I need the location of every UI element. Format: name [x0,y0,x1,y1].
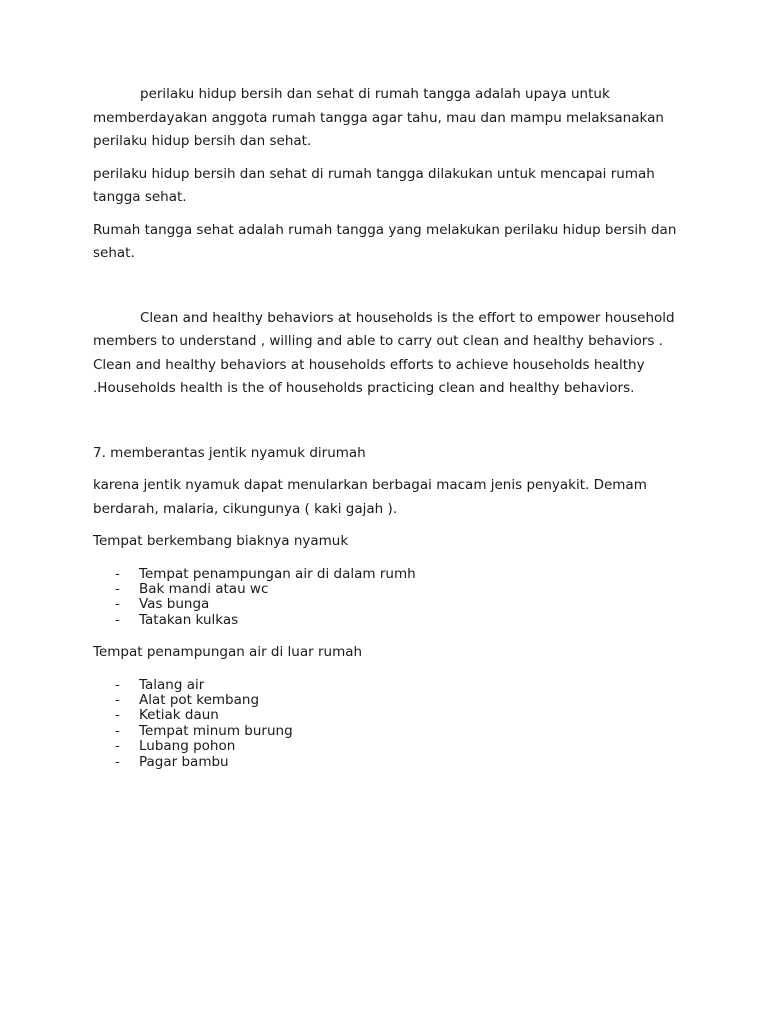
list-title-outdoor-water: Tempat penampungan air di luar rumah [93,644,363,661]
bullet-dash: - [115,565,120,582]
list-item [93,613,683,628]
list-item-text: Vas bunga [139,596,210,613]
list-item-text: Pagar bambu [139,753,229,770]
bullet-dash: - [115,580,120,597]
list-item-text: Alat pot kembang [139,692,260,709]
list-item [93,708,683,723]
list-item [93,755,683,770]
list-title-breeding-places: Tempat berkembang biaknya nyamuk [93,533,349,549]
bullet-dash: - [115,753,120,770]
bullet-dash: - [115,676,120,693]
paragraph-purpose-id: perilaku hidup bersih dan sehat di rumah tangga dilakukan untuk mencapai rumah tangga sehat. [93,165,655,205]
list-item [93,567,683,582]
list-item-text: Bak mandi atau wc [139,580,269,597]
bullet-dash: - [115,596,120,613]
paragraph-translation-en: Clean and healthy behaviors at households is the effort to empower household members to understand , willing and able to carry out clean and healthy behaviors . Clean and healthy behaviors at households efforts to achieve households healthy .Households health is the of households practicing clean and healthy behaviors. [93,309,675,396]
list-item-text: Lubang pohon [139,738,236,755]
section-heading-7: 7. memberantas jentik nyamuk dirumah [93,444,366,461]
bullet-dash: - [115,707,120,724]
list-item [93,724,683,739]
list-item-text: Talang air [139,676,205,693]
list-item [93,678,683,693]
bullet-dash: - [115,738,120,755]
paragraph-mosquito-diseases: karena jentik nyamuk dapat menularkan berbagai macam jenis penyakit. Demam berdarah, malaria, cikungunya ( kaki gajah ). [93,477,647,517]
bullet-dash: - [115,692,120,709]
bullet-dash: - [115,611,120,628]
paragraph-healthy-household-id: Rumah tangga sehat adalah rumah tangga yang melakukan perilaku hidup bersih dan sehat. [93,221,677,261]
list-item [93,597,683,612]
list-item-text: Ketiak daun [139,707,219,724]
bullet-dash: - [115,722,120,739]
list-breeding-places [93,567,683,629]
paragraph-definition-id: perilaku hidup bersih dan sehat di rumah tangga adalah upaya untuk memberdayakan anggota rumah tangga agar tahu, mau dan mampu melaksanakan perilaku hidup bersih dan sehat. [93,86,664,149]
list-item-text: Tempat minum burung [139,722,293,739]
list-item-text: Tatakan kulkas [139,611,239,628]
list-item [93,739,683,754]
document-body [93,83,683,770]
list-outdoor-water [93,678,683,770]
list-item [93,693,683,708]
list-item [93,582,683,597]
list-item-text: Tempat penampungan air di dalam rumh [139,565,416,582]
